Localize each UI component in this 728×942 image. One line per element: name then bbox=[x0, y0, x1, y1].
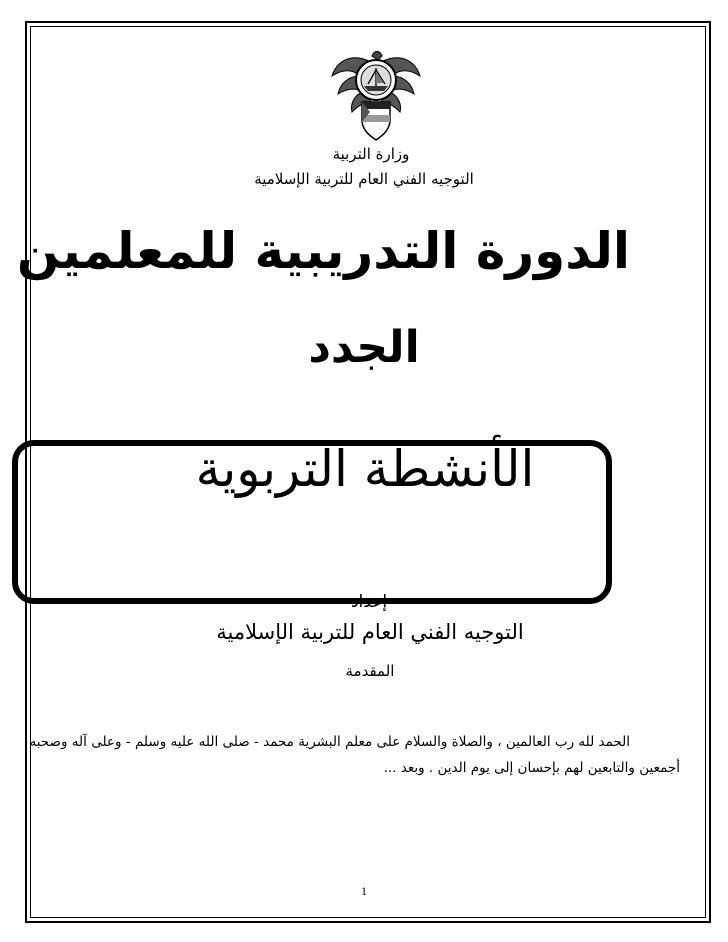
course-title-line1: الدورة التدريبية للمعلمين bbox=[16, 222, 630, 280]
kuwait-emblem-icon bbox=[330, 46, 422, 142]
ministry-name: وزارة التربية bbox=[332, 145, 410, 163]
intro-heading: المقدمة bbox=[345, 662, 395, 680]
department-name-header: التوجيه الفني العام للتربية الإسلامية bbox=[254, 170, 474, 188]
page-number: 1 bbox=[361, 884, 367, 898]
course-title-line2: الجدد bbox=[308, 322, 420, 373]
prepared-by-label: إعداد bbox=[350, 592, 388, 612]
intro-paragraph-line2: أجمعين والتابعين لهم بإحسان إلى يوم الدين . وبعد ... bbox=[383, 760, 680, 776]
department-name-credits: التوجيه الفني العام للتربية الإسلامية bbox=[216, 620, 524, 644]
subject-title: الأنشطة التربوية bbox=[195, 440, 535, 498]
intro-paragraph-line1: الحمد لله رب العالمين ، والصلاة والسلام على معلم البشرية محمد - صلى الله عليه وسلم - وعلى آله وصحبه bbox=[29, 734, 630, 750]
